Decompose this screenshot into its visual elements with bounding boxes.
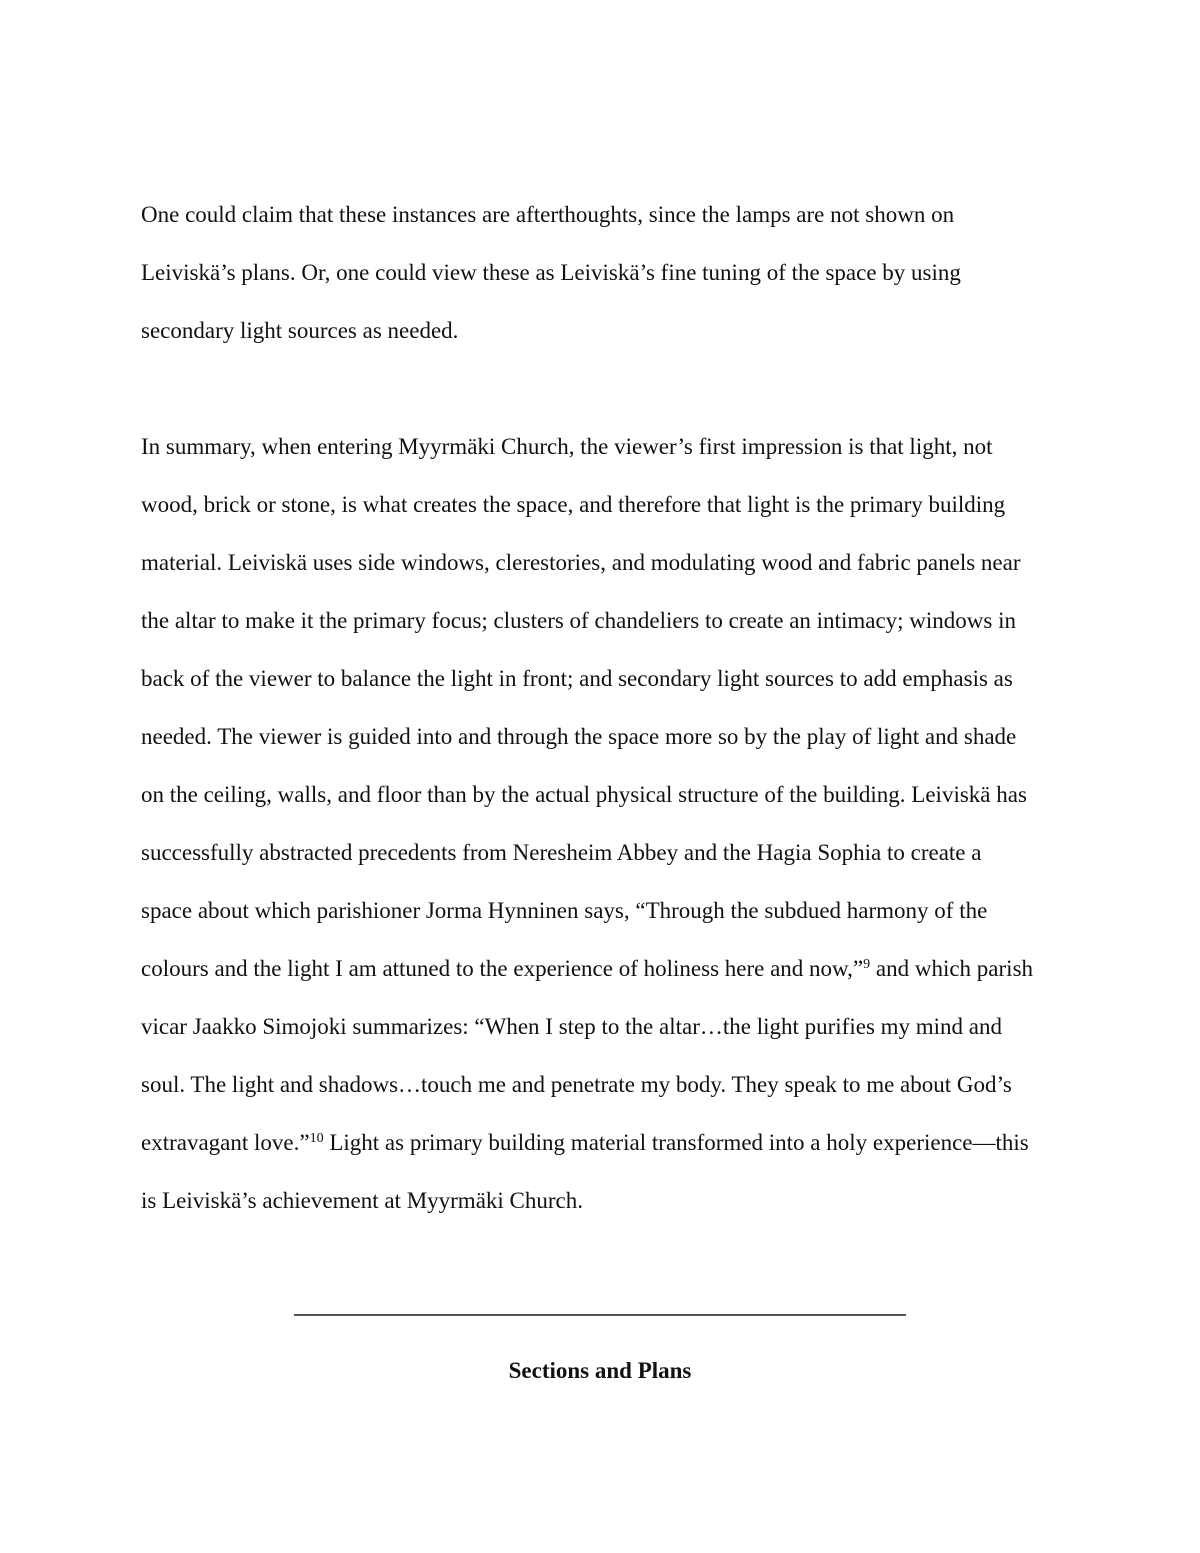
text-line: secondary light sources as needed. [141,318,459,343]
text-line: back of the viewer to balance the light in front; and secondary light sources to add emphasis as [141,666,1013,691]
text-segment: extravagant love.” [141,1130,310,1155]
text-line: Leiviskä’s plans. Or, one could view these as Leiviskä’s fine tuning of the space by using [141,260,961,285]
text-line: successfully abstracted precedents from Neresheim Abbey and the Hagia Sophia to create a [141,840,982,865]
text-line [141,1128,1029,1158]
text-segment: Light as primary building material transformed into a holy experience—this [323,1130,1029,1155]
text-line: vicar Jaakko Simojoki summarizes: “When I step to the altar…the light purifies my mind and [141,1014,1003,1039]
text-line: material. Leiviskä uses side windows, clerestories, and modulating wood and fabric panels near [141,550,1021,575]
text-line: In summary, when entering Myyrmäki Church, the viewer’s first impression is that light, not [141,434,993,459]
text-segment: and which parish [870,956,1034,981]
text-line: the altar to make it the primary focus; clusters of chandeliers to create an intimacy; windows in [141,608,1016,633]
text-line [141,954,1033,984]
footnote-marker: 10 [309,1131,324,1146]
text-line: wood, brick or stone, is what creates the space, and therefore that light is the primary building [141,492,1006,517]
text-line: needed. The viewer is guided into and through the space more so by the play of light and shade [141,724,1017,749]
text-line: soul. The light and shadows…touch me and penetrate my body. They speak to me about God’s [141,1072,1012,1097]
text-line: space about which parishioner Jorma Hynninen says, “Through the subdued harmony of the [141,898,988,923]
section-heading: Sections and Plans [508,1358,692,1383]
text-line: on the ceiling, walls, and floor than by the actual physical structure of the building. Leiviskä has [141,782,1027,807]
text-segment: colours and the light I am attuned to the experience of holiness here and now,” [141,956,864,981]
text-line: One could claim that these instances are afterthoughts, since the lamps are not shown on [141,202,955,227]
section-divider [294,1314,906,1316]
footnote-marker: 9 [863,957,871,972]
text-line: is Leiviskä’s achievement at Myyrmäki Church. [141,1188,583,1213]
